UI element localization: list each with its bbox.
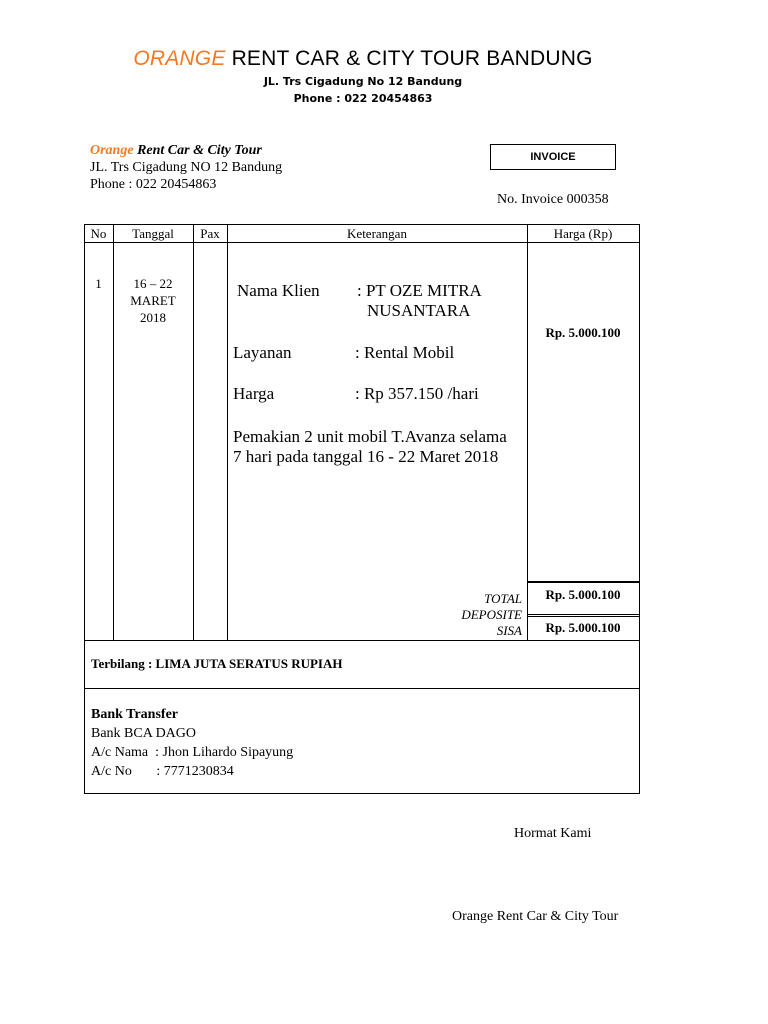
invoice-label-box: INVOICE <box>490 144 616 170</box>
company-address: JL. Trs Cigadung No 12 Bandung <box>263 75 463 88</box>
row-date-line2: MARET <box>130 293 176 308</box>
company-title <box>0 47 726 71</box>
terbilang-text: Terbilang : LIMA JUTA SERATUS RUPIAH <box>91 656 343 671</box>
sender-name-rest: Rent Car & City Tour <box>133 143 262 158</box>
signature-company: Orange Rent Car & City Tour <box>452 909 619 924</box>
closing-text: Hormat Kami <box>514 826 592 841</box>
bank-name: Bank BCA DAGO <box>91 726 197 741</box>
header-pax: Pax <box>200 226 220 241</box>
service-label: Layanan <box>233 343 292 362</box>
header-tanggal: Tanggal <box>132 226 174 241</box>
total-mid-rule-2 <box>528 616 639 617</box>
bank-account-no: A/c No : 7771230834 <box>91 764 234 779</box>
price-value: : Rp 357.150 /hari <box>355 384 479 403</box>
total-value: Rp. 5.000.100 <box>545 587 621 602</box>
row-date-line1: 16 – 22 <box>133 276 173 291</box>
company-brand: ORANGE <box>133 47 226 70</box>
table-header-divider <box>84 242 640 243</box>
row-no: 1 <box>95 276 102 291</box>
price-label: Harga <box>233 384 275 403</box>
table-border-left <box>84 224 85 794</box>
row-date <box>113 275 193 326</box>
total-top-rule <box>528 581 639 583</box>
company-title-rest: RENT CAR & CITY TOUR BANDUNG <box>225 47 593 70</box>
col-divider-keterangan <box>527 224 528 640</box>
sender-block <box>90 142 282 193</box>
sisa-value: Rp. 5.000.100 <box>545 620 621 635</box>
col-divider-pax <box>227 224 228 640</box>
terbilang-divider <box>84 688 640 689</box>
invoice-number: No. Invoice 000358 <box>497 192 609 207</box>
service-value: : Rental Mobil <box>355 343 455 362</box>
bank-account-name: A/c Nama : Jhon Lihardo Sipayung <box>91 745 294 760</box>
header-harga: Harga (Rp) <box>553 226 613 241</box>
header-no: No <box>90 226 107 241</box>
sisa-label: SISA <box>496 623 522 638</box>
client-value-line2: NUSANTARA <box>367 301 471 320</box>
deposite-label: DEPOSITE <box>461 607 522 622</box>
sender-name <box>90 142 282 159</box>
table-border-top <box>84 224 640 225</box>
table-row-divider <box>84 640 640 641</box>
sender-address: JL. Trs Cigadung NO 12 Bandung <box>90 160 283 175</box>
bank-block <box>91 705 293 781</box>
header-keterangan: Keterangan <box>347 226 407 241</box>
client-value-line1: : PT OZE MITRA <box>357 281 482 300</box>
description-line2: 7 hari pada tanggal 16 - 22 Maret 2018 <box>233 447 499 466</box>
row-date-line3: 2018 <box>140 310 166 325</box>
table-border-right <box>639 224 640 794</box>
col-divider-tanggal <box>193 224 194 640</box>
total-mid-rule-1 <box>528 614 639 615</box>
row-amount: Rp. 5.000.100 <box>545 325 621 340</box>
company-phone: Phone : 022 20454863 <box>293 92 433 105</box>
total-label: TOTAL <box>484 591 522 606</box>
sender-name-orange: Orange <box>90 143 134 158</box>
sender-phone: Phone : 022 20454863 <box>90 177 217 192</box>
description-line1: Pemakian 2 unit mobil T.Avanza selama <box>233 427 507 446</box>
bank-title: Bank Transfer <box>91 707 178 722</box>
client-label: Nama Klien <box>237 281 320 300</box>
table-border-bottom <box>84 793 640 794</box>
